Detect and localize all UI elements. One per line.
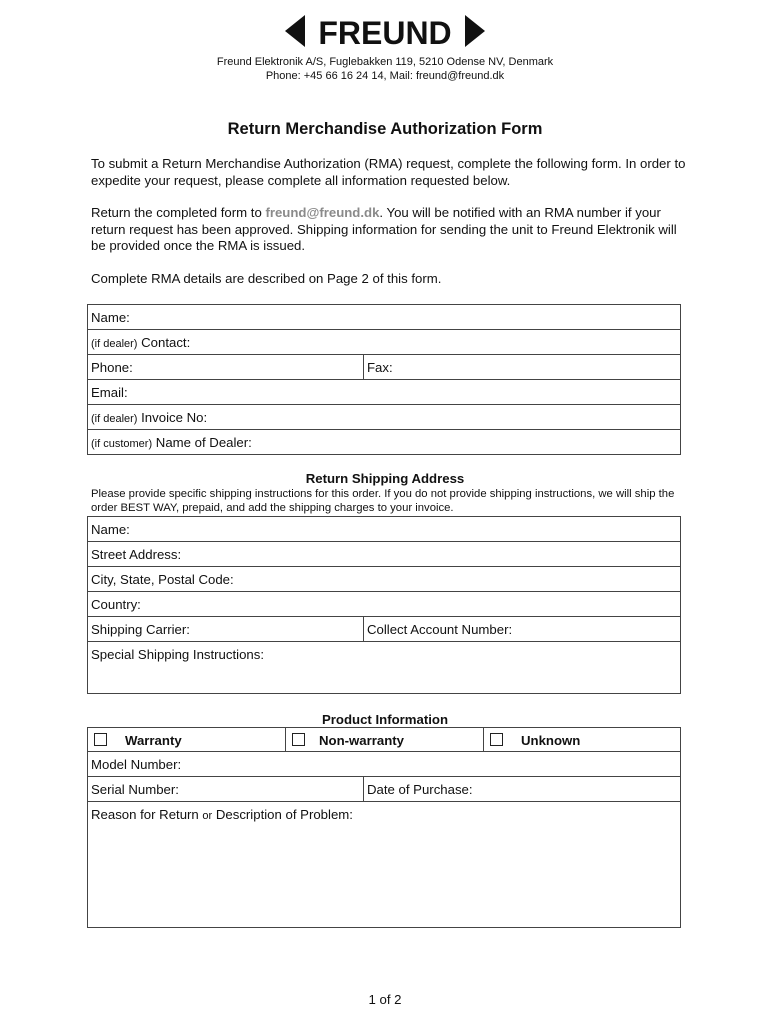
model-label: Model Number: — [91, 757, 182, 772]
reason-label-or: or — [202, 810, 213, 822]
intro-p2-text-b: . You will be notified with an RMA number if your return request has been approved. Shipping information for sending the unit to Freund Elektronik will be provided once the RMA is issued. — [91, 205, 677, 253]
page-title: Return Merchandise Authorization Form — [227, 120, 543, 138]
country-label: Country: — [91, 597, 141, 612]
intro-paragraph-3: Complete RMA details are described on Page 2 of this form. — [91, 271, 442, 286]
contact-field[interactable] — [88, 330, 681, 355]
brand-name: FREUND — [318, 15, 452, 48]
left-arrow-icon — [285, 15, 305, 47]
special-label: Special Shipping Instructions: — [91, 647, 265, 662]
carrier-label: Shipping Carrier: — [91, 622, 190, 637]
email-field[interactable] — [88, 380, 681, 405]
special-instructions-field[interactable] — [88, 642, 681, 694]
warranty-label: Warranty — [125, 733, 182, 748]
unknown-label: Unknown — [521, 733, 581, 748]
shipping-table — [87, 516, 681, 694]
customer-info-table — [87, 304, 681, 455]
right-arrow-icon — [465, 15, 485, 47]
dealer-prefix: (if customer) — [91, 438, 153, 450]
ship-name-field[interactable] — [88, 517, 681, 542]
street-address-field[interactable] — [88, 542, 681, 567]
model-number-field[interactable] — [88, 752, 681, 777]
fax-label: Fax: — [367, 360, 393, 375]
email-link[interactable]: freund@freund.dk — [265, 205, 380, 220]
email-label: Email: — [91, 385, 128, 400]
invoice-prefix: (if dealer) — [91, 413, 138, 425]
street-label: Street Address: — [91, 547, 182, 562]
warranty-checkbox[interactable] — [94, 733, 107, 746]
city-label: City, State, Postal Code: — [91, 572, 234, 587]
reason-label-a: Reason for Return — [91, 807, 203, 822]
product-table — [87, 727, 681, 928]
product-section-title: Product Information — [321, 712, 448, 727]
page-number: 1 of 2 — [368, 992, 402, 1007]
serial-label: Serial Number: — [91, 782, 179, 797]
unknown-checkbox[interactable] — [490, 733, 503, 746]
intro-paragraph-2 — [91, 205, 691, 255]
phone-field[interactable] — [88, 355, 364, 380]
ship-name-label: Name: — [91, 522, 130, 537]
contact-label: Contact: — [141, 335, 191, 350]
city-state-field[interactable] — [88, 567, 681, 592]
shipping-section-title: Return Shipping Address — [305, 471, 465, 486]
serial-number-field[interactable] — [88, 777, 364, 802]
dealer-label: Name of Dealer: — [155, 435, 252, 450]
shipping-note: Please provide specific shipping instructions for this order. If you do not provide shipping instructions, we will ship the order BEST WAY, prepaid, and add the shipping charges to your invoice. — [91, 488, 675, 514]
collect-label: Collect Account Number: — [367, 622, 513, 637]
country-field[interactable] — [88, 592, 681, 617]
date-of-purchase-field[interactable] — [364, 777, 681, 802]
invoice-field[interactable] — [88, 405, 681, 430]
company-contact: Phone: +45 66 16 24 14, Mail: freund@freund.dk — [265, 70, 505, 82]
collect-account-field[interactable] — [364, 617, 681, 642]
freund-logo-graphic — [285, 14, 485, 48]
intro-p2-text-a: Return the completed form to — [91, 205, 266, 220]
freund-logo — [0, 14, 770, 53]
reason-label-b: Description of Problem: — [212, 807, 353, 822]
warranty-option[interactable] — [88, 728, 286, 752]
customer-name-label: Name: — [91, 310, 130, 325]
non-warranty-checkbox[interactable] — [292, 733, 305, 746]
reason-for-return-field[interactable] — [88, 802, 681, 928]
purchase-date-label: Date of Purchase: — [367, 782, 473, 797]
non-warranty-option[interactable] — [286, 728, 484, 752]
intro-paragraph-1: To submit a Return Merchandise Authorization (RMA) request, complete the following form. In order to expedite your request, please complete all information requested below. — [91, 156, 686, 188]
invoice-label: Invoice No: — [141, 410, 208, 425]
non-warranty-label: Non-warranty — [319, 733, 404, 748]
phone-label: Phone: — [91, 360, 133, 375]
dealer-name-field[interactable] — [88, 430, 681, 455]
contact-prefix: (if dealer) — [91, 338, 138, 350]
company-address: Freund Elektronik A/S, Fuglebakken 119, 5210 Odense NV, Denmark — [216, 56, 554, 68]
customer-name-field[interactable] — [88, 305, 681, 330]
fax-field[interactable] — [364, 355, 681, 380]
unknown-option[interactable] — [484, 728, 681, 752]
shipping-carrier-field[interactable] — [88, 617, 364, 642]
